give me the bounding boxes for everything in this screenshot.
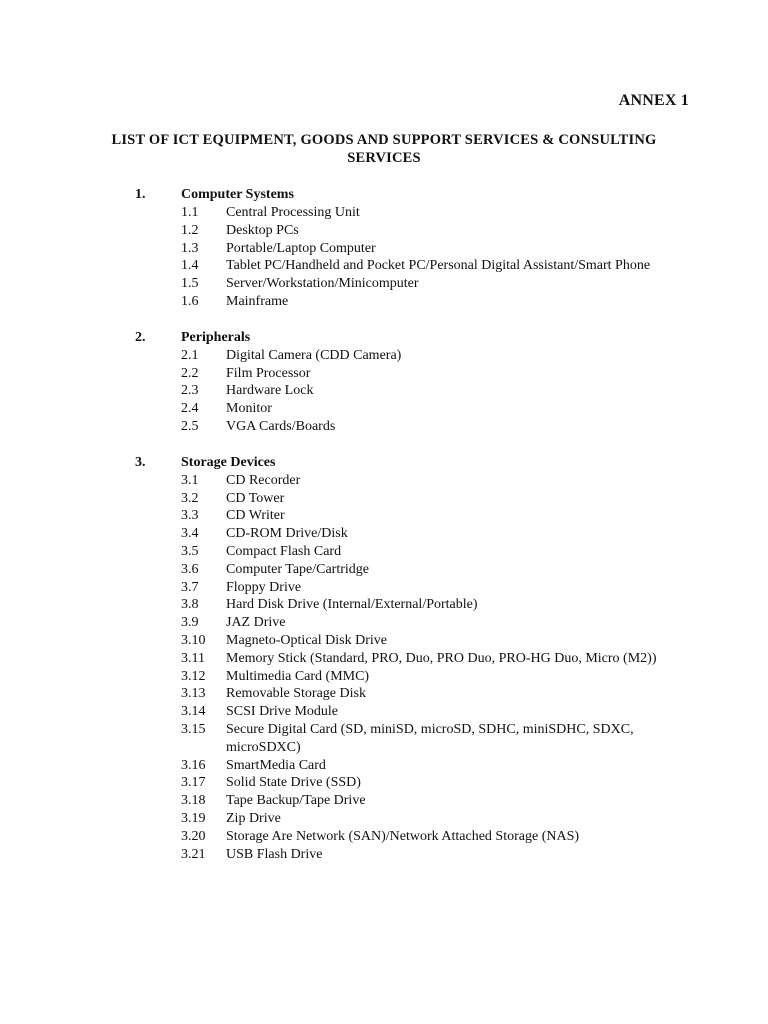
item-text: Compact Flash Card [226,543,342,559]
section [0,454,768,864]
section-heading [0,454,768,472]
list-item [0,490,768,508]
section-title: Computer Systems [181,187,294,202]
list-item [0,774,768,792]
section-number: 1. [135,187,146,202]
item-number: 3.6 [181,561,199,577]
item-text: Storage Are Network (SAN)/Network Attached Storage (NAS) [226,828,580,844]
list-item [0,561,768,579]
item-text: Zip Drive [226,810,281,826]
item-number: 2.5 [181,418,199,434]
list-item [0,204,768,222]
list-item [0,400,768,418]
item-number: 3.4 [181,526,199,542]
document-title [96,131,672,167]
item-number: 3.10 [181,632,206,648]
item-text: Memory Stick (Standard, PRO, Duo, PRO Duo, PRO-HG Duo, Micro (M2)) [226,650,657,666]
item-text: Computer Tape/Cartridge [226,561,370,577]
item-text: CD Tower [226,490,285,506]
section-title: Storage Devices [181,454,276,470]
item-number: 2.1 [181,347,199,363]
item-text: Floppy Drive [226,579,302,595]
item-number: 3.20 [181,828,206,844]
list-item [0,365,768,383]
item-number: 2.4 [181,401,199,417]
item-number: 3.2 [181,490,199,506]
list-item [0,382,768,400]
item-text: Portable/Laptop Computer [226,240,376,256]
item-text: Digital Camera (CDD Camera) [226,347,402,363]
list-item [0,240,768,258]
list-item [0,792,768,810]
item-text: Film Processor [226,365,311,381]
item-number: 1.1 [181,205,199,220]
item-number: 3.9 [181,615,199,631]
item-text: Multimedia Card (MMC) [226,668,370,684]
item-number: 3.1 [181,472,199,488]
item-number: 3.13 [181,686,206,702]
section-heading [0,186,768,204]
section-list [0,186,768,881]
item-number: 3.15 [181,721,206,737]
list-item [0,828,768,846]
item-text: Hardware Lock [226,383,314,399]
annex-label: ANNEX 1 [618,92,689,109]
list-item [0,275,768,293]
list-item [0,721,768,757]
list-item [0,579,768,597]
list-item [0,650,768,668]
list-item [0,614,768,632]
list-item [0,757,768,775]
item-text: Server/Workstation/Minicomputer [226,276,419,292]
list-item [0,472,768,490]
item-text: Hard Disk Drive (Internal/External/Portable) [226,597,478,613]
list-item [0,685,768,703]
list-item [0,810,768,828]
item-text: JAZ Drive [226,615,286,631]
item-text: Monitor [226,401,272,417]
item-number: 1.2 [181,222,199,238]
item-text: Mainframe [226,293,289,309]
section-number: 3. [135,454,146,470]
item-text: USB Flash Drive [226,846,323,862]
list-item [0,507,768,525]
item-text: CD-ROM Drive/Disk [226,526,348,542]
item-text: Tablet PC/Handheld and Pocket PC/Personal Digital Assistant/Smart Phone [226,258,651,274]
list-item [0,257,768,275]
list-item [0,632,768,650]
section-title: Peripherals [181,329,251,345]
section [0,186,768,311]
item-number: 2.2 [181,365,199,381]
item-text: Magneto-Optical Disk Drive [226,632,387,648]
item-text: Tape Backup/Tape Drive [226,793,366,809]
document-title-line-1: LIST OF ICT EQUIPMENT, GOODS AND SUPPORT SERVICES & CONSULTING [111,132,657,148]
item-text: SCSI Drive Module [226,704,338,720]
item-number: 3.18 [181,793,206,809]
item-number: 3.3 [181,508,199,524]
item-text: SmartMedia Card [226,757,326,773]
item-text: Secure Digital Card (SD, miniSD, microSD, SDHC, miniSDHC, SDXC, microSDXC) [226,721,634,755]
item-text: Solid State Drive (SSD) [226,775,361,791]
item-text: CD Recorder [226,472,301,488]
item-number: 1.4 [181,258,199,274]
item-number: 3.17 [181,775,206,791]
section-number: 2. [135,329,146,345]
document-title-line-2: SERVICES [347,150,421,166]
item-number: 3.19 [181,810,206,826]
item-number: 3.21 [181,846,206,862]
item-number: 3.14 [181,704,206,720]
section-heading [0,329,768,347]
item-text: CD Writer [226,508,285,524]
item-number: 1.3 [181,240,199,256]
list-item [0,293,768,311]
item-number: 1.6 [181,293,199,309]
item-number: 1.5 [181,276,199,292]
item-number: 3.5 [181,543,199,559]
list-item [0,668,768,686]
list-item [0,222,768,240]
list-item [0,347,768,365]
item-text: Desktop PCs [226,222,299,238]
list-item [0,543,768,561]
list-item [0,596,768,614]
item-text: Central Processing Unit [226,205,360,220]
item-number: 2.3 [181,383,199,399]
list-item [0,703,768,721]
list-item [0,525,768,543]
section [0,329,768,436]
item-text: Removable Storage Disk [226,686,366,702]
list-item [0,846,768,864]
item-text: VGA Cards/Boards [226,418,336,434]
item-number: 3.12 [181,668,206,684]
item-number: 3.11 [181,650,205,666]
item-number: 3.8 [181,597,199,613]
list-item [0,418,768,436]
item-number: 3.16 [181,757,206,773]
item-number: 3.7 [181,579,199,595]
